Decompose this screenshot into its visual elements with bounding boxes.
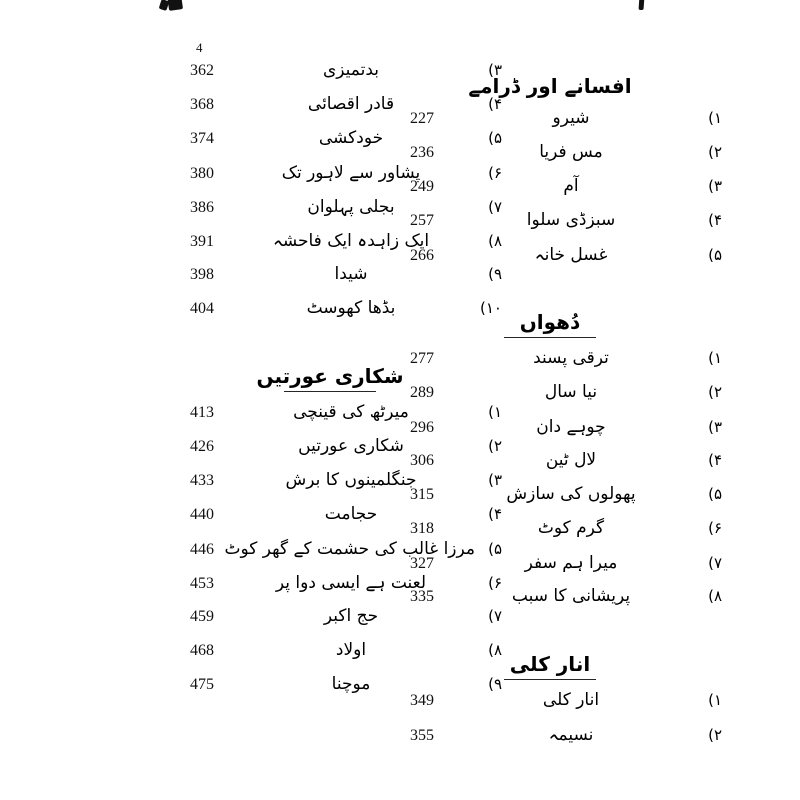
- entry-title: سبزڈی سلوا: [526, 210, 616, 230]
- entry-page: 289: [410, 384, 434, 401]
- toc-entry[interactable]: [180, 606, 510, 640]
- entry-number: ۲): [708, 143, 722, 161]
- entry-title: میرا ہم سفر: [524, 553, 618, 573]
- entry-number: ۲): [708, 383, 722, 401]
- entry-page: 315: [410, 486, 434, 503]
- entry-title: میرٹھ کی قینچی: [293, 402, 409, 422]
- entry-title: حجامت: [324, 504, 378, 524]
- entry-page: 277: [410, 350, 434, 367]
- entry-page: 306: [410, 452, 434, 469]
- entry-page: 249: [410, 178, 434, 195]
- toc-entry[interactable]: [180, 264, 510, 298]
- entry-title: بدتمیزی: [322, 60, 380, 80]
- entry-page: 475: [190, 676, 214, 693]
- toc-section-shikari-auratein: [180, 364, 510, 708]
- entry-title: موچنا: [331, 674, 371, 694]
- entry-page: 257: [410, 212, 434, 229]
- entry-title: بڈھا کھوسٹ: [306, 298, 396, 318]
- entry-page: 374: [190, 130, 214, 147]
- entry-number: ۱): [708, 349, 722, 367]
- entry-number: ۴): [708, 211, 722, 229]
- entry-title: نیا سال: [544, 382, 598, 402]
- entry-title: غسل خانہ: [534, 245, 608, 265]
- entry-page: 318: [410, 520, 434, 537]
- entry-number: ۳): [708, 418, 722, 436]
- toc-entry[interactable]: [180, 674, 510, 708]
- page-number: 4: [196, 40, 203, 55]
- entry-title: انار کلی: [542, 690, 600, 710]
- entry-page: 368: [190, 96, 214, 113]
- toc-entry[interactable]: [180, 572, 510, 606]
- section-heading: شکاری عورتیں: [180, 364, 510, 392]
- entry-number: ۹): [488, 675, 502, 693]
- entry-page: 440: [190, 506, 214, 523]
- heading-underline: [504, 679, 596, 680]
- toc-entry[interactable]: [180, 230, 510, 264]
- toc-entry[interactable]: [180, 640, 510, 674]
- entry-number: ۵): [488, 540, 502, 558]
- toc-entry[interactable]: [400, 724, 730, 758]
- heading-underline: [284, 391, 376, 392]
- entry-number: ۲): [708, 726, 722, 744]
- entry-number: ۲): [488, 437, 502, 455]
- entry-number: ۱): [708, 109, 722, 127]
- toc-entry[interactable]: [180, 538, 510, 572]
- entry-title: لعنت ہے ایسی دوا پر: [275, 573, 427, 593]
- entry-page: 459: [190, 608, 214, 625]
- entry-number: ۹): [488, 265, 502, 283]
- entry-title: گرم کوٹ: [537, 518, 605, 538]
- entry-title: شیدا: [334, 264, 368, 284]
- entry-number: ۳): [488, 61, 502, 79]
- heading-underline: [504, 337, 596, 338]
- toc-entry[interactable]: [180, 298, 510, 332]
- entry-page: 327: [410, 555, 434, 572]
- entry-title: خودکشی: [318, 128, 384, 148]
- entry-page: 349: [410, 692, 434, 709]
- entry-page: 380: [190, 165, 214, 182]
- entry-number: ۴): [708, 451, 722, 469]
- toc-entry[interactable]: [180, 504, 510, 538]
- entry-page: 296: [410, 419, 434, 436]
- entry-title: شکاری عورتیں: [298, 436, 404, 456]
- entry-page: 413: [190, 404, 214, 421]
- scan-artifact-top-left-icon: [167, 0, 183, 11]
- entry-number: ۶): [488, 164, 502, 182]
- entry-title: نسیمہ: [548, 725, 594, 745]
- toc-entry[interactable]: [180, 94, 510, 128]
- entry-page: 362: [190, 62, 214, 79]
- entry-number: ۷): [488, 607, 502, 625]
- entry-title: مس فریا: [539, 142, 603, 162]
- entry-page: 426: [190, 438, 214, 455]
- toc-entry[interactable]: [180, 196, 510, 230]
- entry-title: اولاد: [335, 640, 367, 660]
- entry-number: ۷): [488, 198, 502, 216]
- toc-entry[interactable]: [180, 60, 510, 94]
- entry-number: ۸): [708, 587, 722, 605]
- entry-page: 453: [190, 575, 214, 592]
- entry-page: 468: [190, 642, 214, 659]
- entry-title: شیرو: [552, 108, 590, 128]
- entry-number: ۸): [488, 232, 502, 250]
- toc-entry[interactable]: [180, 470, 510, 504]
- toc-entry[interactable]: [180, 128, 510, 162]
- toc-entry[interactable]: [180, 436, 510, 470]
- entry-title: ایک زاہدہ ایک فاحشہ: [272, 231, 430, 251]
- entry-number: ۱): [488, 403, 502, 421]
- entry-title: چوہے دان: [536, 417, 606, 437]
- entry-page: 266: [410, 247, 434, 264]
- entry-number: ۳): [488, 471, 502, 489]
- scan-artifact-top-right-icon: [639, 0, 645, 10]
- entry-page: 236: [410, 144, 434, 161]
- entry-title: بجلی پہلوان: [307, 197, 395, 217]
- entry-title: جنگلمینوں کا برش: [285, 470, 417, 490]
- entry-number: ۸): [488, 641, 502, 659]
- entry-number: ۶): [708, 519, 722, 537]
- entry-page: 433: [190, 472, 214, 489]
- section-heading: افسانے اور ڈرامے: [468, 74, 632, 98]
- entry-number: ۶): [488, 574, 502, 592]
- scan-artifact-top-left-secondary-icon: [159, 0, 170, 11]
- toc-entry[interactable]: [180, 162, 510, 196]
- entry-title: قادر اقصائی: [307, 94, 395, 114]
- entry-number: ۴): [488, 95, 502, 113]
- toc-column-left: [180, 60, 510, 708]
- entry-page: 398: [190, 266, 214, 283]
- entry-number: ۱۰): [480, 299, 502, 317]
- toc-section-continued: [180, 60, 510, 332]
- section-heading: دُھواں: [400, 310, 730, 338]
- entry-title: لال ٹین: [545, 450, 597, 470]
- entry-number: ۷): [708, 554, 722, 572]
- entry-page: 391: [190, 233, 214, 250]
- entry-page: 386: [190, 199, 214, 216]
- toc-content: [0, 60, 800, 790]
- entry-number: ۵): [488, 129, 502, 147]
- entry-number: ۵): [708, 246, 722, 264]
- entry-number: ۳): [708, 177, 722, 195]
- entry-title: آم: [563, 176, 579, 196]
- entry-number: ۴): [488, 505, 502, 523]
- entry-title: مرزا غالب کی حشمت کے گھر کوٹ: [224, 539, 475, 559]
- entry-page: 404: [190, 300, 214, 317]
- entry-page: 446: [190, 541, 214, 558]
- toc-entry[interactable]: [180, 402, 510, 436]
- entry-title: پشاور سے لاہور تک: [281, 163, 421, 183]
- entry-page: 227: [410, 110, 434, 127]
- section-spacer: [180, 332, 510, 350]
- entry-page: 355: [410, 727, 434, 744]
- entry-title: حج اکبر: [323, 606, 379, 626]
- section-heading: انار کلی: [400, 652, 730, 680]
- entry-title: ترقی پسند: [533, 348, 609, 368]
- entry-page: 335: [410, 588, 434, 605]
- entry-title: پریشانی کا سبب: [511, 586, 631, 606]
- entry-number: ۵): [708, 485, 722, 503]
- entry-title: پھولوں کی سازش: [506, 484, 636, 504]
- entry-number: ۱): [708, 691, 722, 709]
